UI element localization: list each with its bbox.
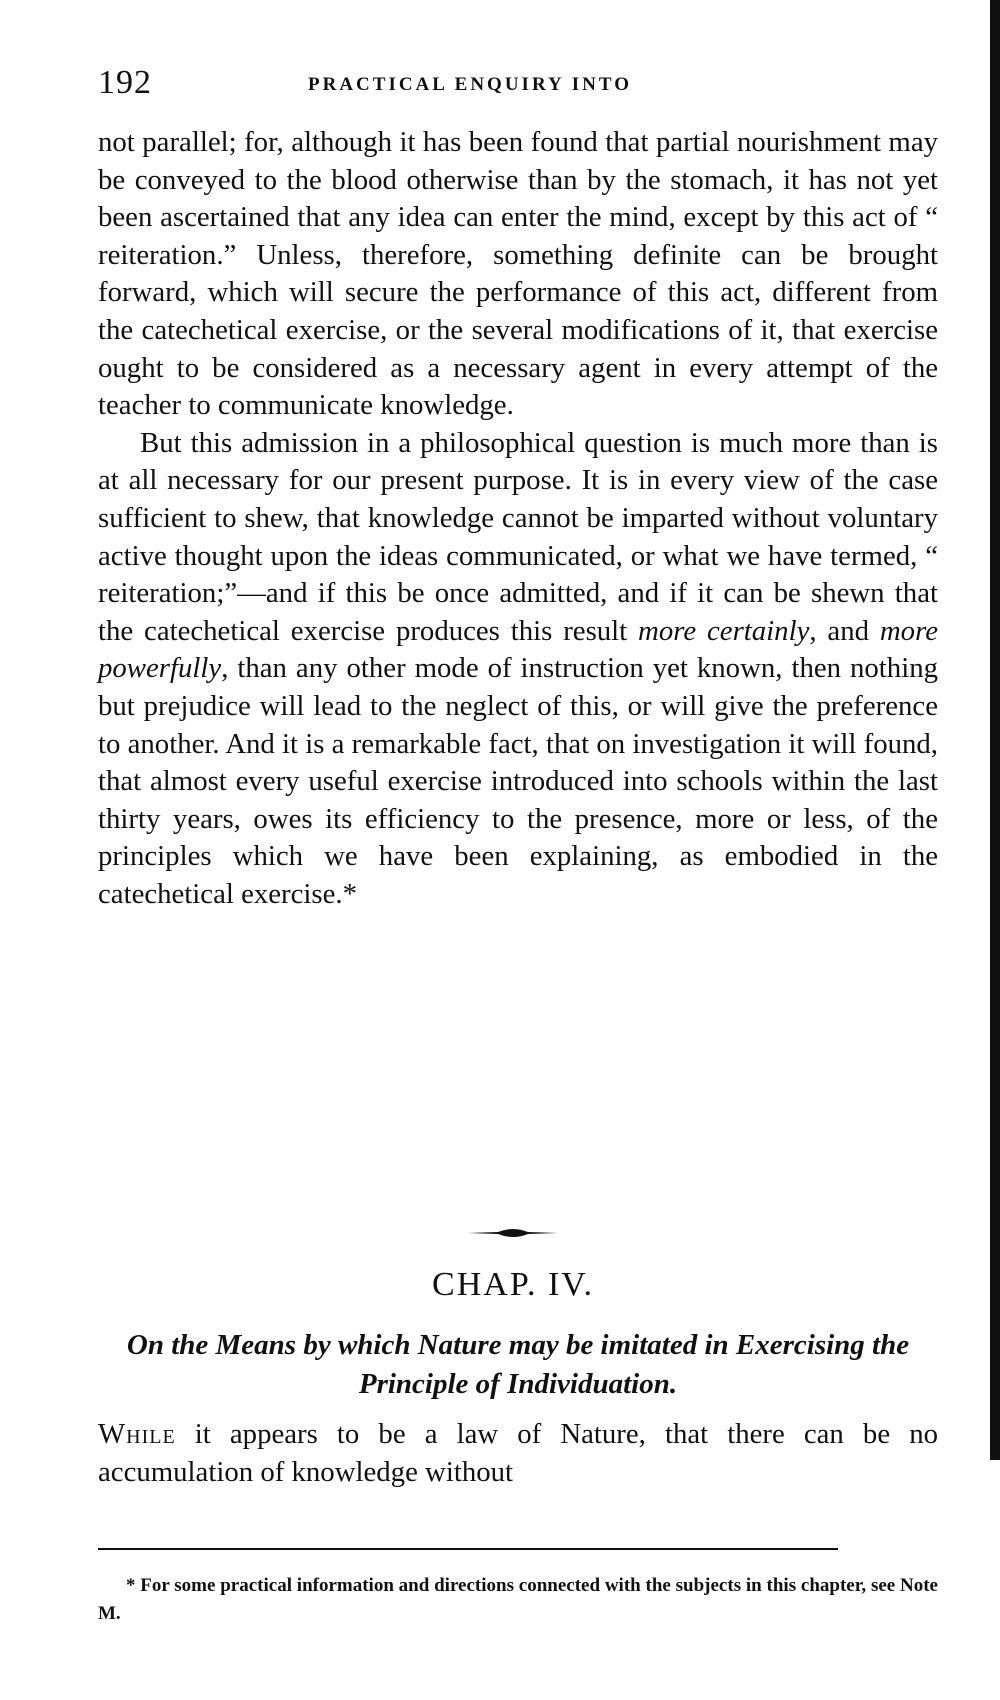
footnote: [98, 1572, 938, 1628]
footnote-rule: [98, 1548, 838, 1550]
paragraph-2-part-3: , than any other mode of instruction yet known, then nothing but prejudice will lead to the neglect of this, or will give the preference to another. And it is a remarkable fact, that on investigation it will found, that almost every useful exercise introduced into schools within the last thirty years, owes its efficiency to the presence, more or less, of the principles which we have been explaining, as embodied in the catechetical exercise.*: [98, 652, 938, 910]
chapter-opening-text: it appears to be a law of Nature, that there can be no accumulation of knowledge without: [98, 1418, 938, 1488]
chapter-subtitle: On the Means by which Nature may be imitated in Exercising the Principle of Individuation.: [126, 1329, 910, 1400]
page-number: 192: [98, 64, 152, 101]
page-edge-shadow: [990, 0, 1000, 1460]
page-header: [98, 64, 938, 108]
chapter-title: CHAP. IV.: [432, 1266, 594, 1303]
paragraph-2-part-2: , and: [809, 614, 880, 647]
paragraph-2-part-1: But this admission in a philosophical question is much more than is at all necessary for our present purpose. It is in every view of the case sufficient to shew, that knowledge cannot be imparted without voluntary active thought upon the ideas communicated, or what we have termed, “ reiteration;”—and if this be once admitted, and if it can be shewn that the catechetical exercise produces this result: [98, 426, 938, 647]
chapter-lead-word: While: [98, 1418, 176, 1450]
footnote-text: * For some practical information and directions connected with the subjects in this chapter, see Note M.: [98, 1575, 938, 1624]
emphasis-more-powerfully: more powerfully: [98, 614, 938, 685]
paragraph-1: not parallel; for, although it has been found that partial nourishment may be conveyed to the blood otherwise than by the stomach, it has not yet been ascertained that any idea can enter the mind, except by this act of “ reiteration.” Unless, therefore, something definite can be brought forward, which will secure the performance of this act, different from the catechetical exercise, or the several modifications of it, that exercise ought to be considered as a necessary agent in every attempt of the teacher to communicate knowledge.: [98, 126, 938, 422]
emphasis-more-certainly: more certainly: [638, 614, 810, 647]
running-head: PRACTICAL ENQUIRY INTO: [308, 74, 632, 95]
chapter-opening-paragraph: [98, 1416, 938, 1491]
body-text: [98, 124, 938, 913]
paragraph-2: [98, 425, 938, 914]
section-divider-ornament: [468, 1226, 558, 1240]
